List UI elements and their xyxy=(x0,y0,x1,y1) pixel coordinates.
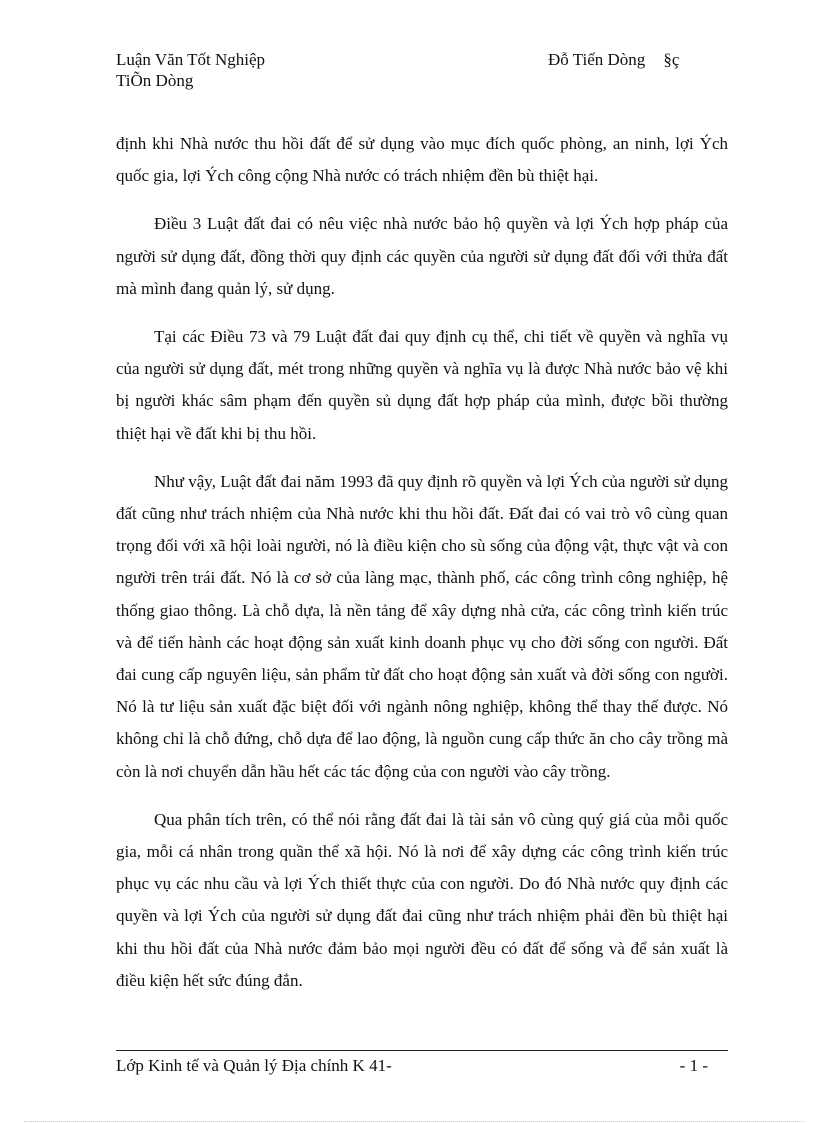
paragraph-4: Như vậy, Luật đất đai năm 1993 đã quy định rõ quyền và lợi Ých của người sử dụng đất cũng như trách nhiệm của Nhà nước khi thu hồi đất. Đất đai có vai trò vô cùng quan trọng đối với xã hội loài người, nó là điều kiện cho sù sống của động vật, thực vật và con người trên trái đất. Nó là cơ sở của làng mạc, thành phố, các công trình công nghiệp, hệ thống giao thông. Là chỗ dựa, là nền tảng để xây dựng nhà cửa, các công trình kiến trúc và để tiến hành các hoạt động sản xuất kinh doanh phục vụ cho đời sống con người. Đất đai cung cấp nguyên liệu, sản phẩm từ đất cho hoạt động sản xuất và đời sống con người. Nó là tư liệu sản xuất đặc biệt đối với ngành nông nghiệp, không thể thay thế được. Nó không chỉ là chỗ đứng, chỗ dựa để lao động, là nguồn cung cấp thức ăn cho cây trồng mà còn là nơi chuyển dẫn hầu hết các tác động của con người vào cây trồng. xyxy=(116,471,728,781)
thesis-title: Luận Văn Tốt Nghiệp xyxy=(116,50,266,69)
paragraph-1: định khi Nhà nước thu hồi đất để sử dụng vào mục đích quốc phòng, an ninh, lợi Ých quốc gia, lợi Ých công cộng Nhà nước có trách nhiệm đền bù thiệt hại. xyxy=(116,134,728,186)
footer-divider xyxy=(116,1050,728,1051)
paragraph-2: Điều 3 Luật đất đai có nêu việc nhà nước bảo hộ quyền và lợi Ých hợp pháp của người sử dụng đất, đồng thời quy định các quyền của người sử dụng đất đối với thửa đất mà mình đang quản lý, sử dụng. xyxy=(116,214,728,298)
page-number: - 1 - xyxy=(679,1056,708,1075)
paragraph-3: Tại các Điều 73 và 79 Luật đất đai quy định cụ thể, chi tiết về quyền và nghĩa vụ của người sử dụng đất, mét trong những quyền và nghĩa vụ là được Nhà nước bảo vệ khi bị người khác sâm phạm đến quyền sủ dụng đất hợp pháp của mình, được bồi thường thiệt hại về đất khi bị thu hồi. xyxy=(116,327,728,443)
author-name-continuation: TiÕn Dòng xyxy=(116,71,194,90)
author-name: Đỗ Tiến Dòng xyxy=(548,50,646,69)
header-symbol: §ç xyxy=(663,50,680,69)
document-body xyxy=(116,128,728,1013)
header-row xyxy=(116,49,700,70)
footer-class-name: Lớp Kinh tế và Quản lý Địa chính K 41- xyxy=(116,1056,392,1075)
page-header xyxy=(116,49,700,90)
page-bottom-border xyxy=(24,1121,804,1122)
paragraph-5: Qua phân tích trên, có thể nói rằng đất đai là tài sản vô cùng quý giá của mỗi quốc gia, mỗi cá nhân trong quần thể xã hội. Nó là nơi để xây dựng các công trình kiến trúc phục vụ các nhu cầu và lợi Ých thiết thực của con người. Do đó Nhà nước quy định các quyền và lợi Ých của người sử dụng đất đai cũng như trách nhiệm phải đền bù thiệt hại khi thu hồi đất của Nhà nước đảm bảo mọi người đều có đất để sống và để sản xuất là điều kiện hết sức đúng đắn. xyxy=(116,809,728,990)
author-block xyxy=(548,49,679,70)
